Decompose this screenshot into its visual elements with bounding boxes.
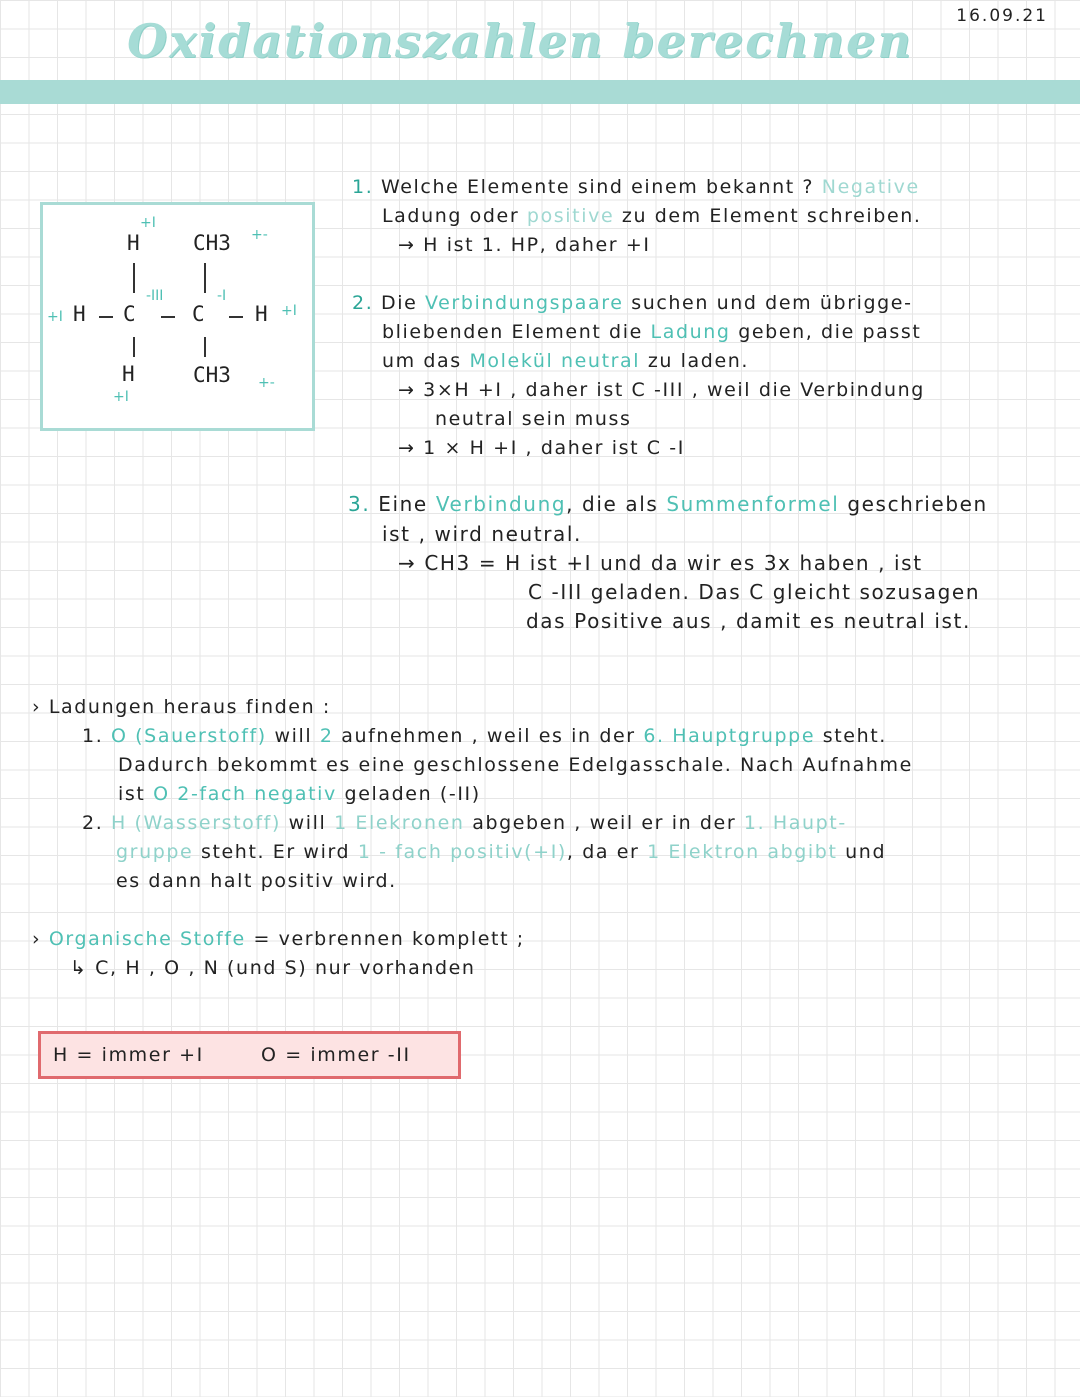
charges-item-2-line-1: 2. H (Wasserstoff) will 1 Elekronen abgeben , weil er in der 1. Haupt-	[82, 812, 847, 834]
step-3-line-5: das Positive aus , damit es neutral ist.	[526, 609, 971, 633]
bond-vertical	[204, 337, 206, 357]
charge-c-left: -III	[146, 288, 164, 304]
step-2-line-5: neutral sein muss	[435, 408, 632, 430]
charge-c-right: -I	[217, 288, 227, 304]
bond-vertical	[133, 337, 135, 357]
group-ch3-bottom: CH3	[193, 363, 231, 387]
title-band	[0, 80, 1080, 104]
step-3-line-1: 3. Eine Verbindung, die als Summenformel geschrieben	[348, 492, 988, 516]
charges-item-2-line-2: gruppe steht. Er wird 1 - fach positiv(+I), da er 1 Elektron abgibt und	[116, 841, 887, 863]
rule-h: H = immer +I	[53, 1044, 204, 1066]
step-number: 1.	[352, 176, 374, 198]
page-title: Oxidationszahlen berechnen	[127, 14, 913, 68]
atom-h-bottom: H	[122, 362, 135, 386]
step-2-line-1: 2. Die Verbindungspaare suchen und dem übrigge-	[352, 292, 913, 314]
chevron-right-icon: ›	[32, 696, 42, 718]
molecule-diagram	[40, 202, 315, 431]
organic-line-2: ↳ C, H , O , N (und S) nur vorhanden	[70, 957, 476, 979]
step-number: 3.	[348, 492, 371, 516]
bond-horizontal	[161, 316, 175, 318]
step-3-line-2: ist , wird neutral.	[382, 522, 583, 546]
arrow-icon: →	[398, 234, 416, 256]
arrow-icon: →	[398, 551, 417, 575]
atom-h-top: H	[127, 231, 140, 255]
atom-c-right: C	[192, 302, 205, 326]
charges-item-2-line-3: es dann halt positiv wird.	[116, 870, 397, 892]
atom-h-left: H	[73, 302, 86, 326]
bond-vertical	[133, 263, 135, 293]
chevron-right-icon: ›	[32, 928, 42, 950]
charges-item-1-line-1: 1. O (Sauerstoff) will 2 aufnehmen , weil es in der 6. Hauptgruppe steht.	[82, 725, 887, 747]
step-1-line-2: Ladung oder positive zu dem Element schreiben.	[382, 205, 922, 227]
step-1-line-3: → H ist 1. HP, daher +I	[398, 234, 651, 256]
charge-h-bottom: +I	[113, 389, 129, 405]
arrow-down-right-icon: ↳	[70, 957, 88, 979]
step-2-line-6: → 1 × H +I , daher ist C -I	[398, 437, 685, 459]
step-2-line-3: um das Molekül neutral zu laden.	[382, 350, 750, 372]
rule-box	[38, 1031, 461, 1079]
step-2-line-2: bliebenden Element die Ladung geben, die passt	[382, 321, 922, 343]
bond-horizontal	[229, 316, 243, 318]
charge-h-right: +I	[281, 303, 297, 319]
step-1-line-1: 1. Welche Elemente sind einem bekannt ? Negative	[352, 176, 920, 198]
section-heading-charges: › Ladungen heraus finden :	[32, 696, 331, 718]
organic-line-1: › Organische Stoffe = verbrennen komplett ;	[32, 928, 525, 950]
step-3-line-4: C -III geladen. Das C gleicht sozusagen	[528, 580, 981, 604]
charge-h-top: +I	[140, 215, 156, 231]
atom-h-right: H	[255, 302, 268, 326]
bond-horizontal	[99, 316, 113, 318]
charges-item-1-line-2: Dadurch bekommt es eine geschlossene Edelgasschale. Nach Aufnahme	[118, 754, 913, 776]
arrow-icon: →	[398, 379, 416, 401]
rule-o: O = immer -II	[261, 1044, 411, 1066]
charge-ch3-bottom: +-	[258, 375, 275, 391]
bond-vertical	[204, 263, 206, 293]
group-ch3-top: CH3	[193, 231, 231, 255]
charge-ch3-top: +-	[251, 227, 268, 243]
charge-h-left: +I	[47, 309, 63, 325]
atom-c-left: C	[123, 302, 136, 326]
step-3-line-3: → CH3 = H ist +I und da wir es 3x haben , ist	[398, 551, 923, 575]
charges-item-1-line-3: ist O 2-fach negativ geladen (-II)	[118, 783, 481, 805]
date: 16.09.21	[956, 6, 1048, 26]
step-number: 2.	[352, 292, 374, 314]
step-2-line-4: → 3×H +I , daher ist C -III , weil die Verbindung	[398, 379, 925, 401]
arrow-icon: →	[398, 437, 416, 459]
